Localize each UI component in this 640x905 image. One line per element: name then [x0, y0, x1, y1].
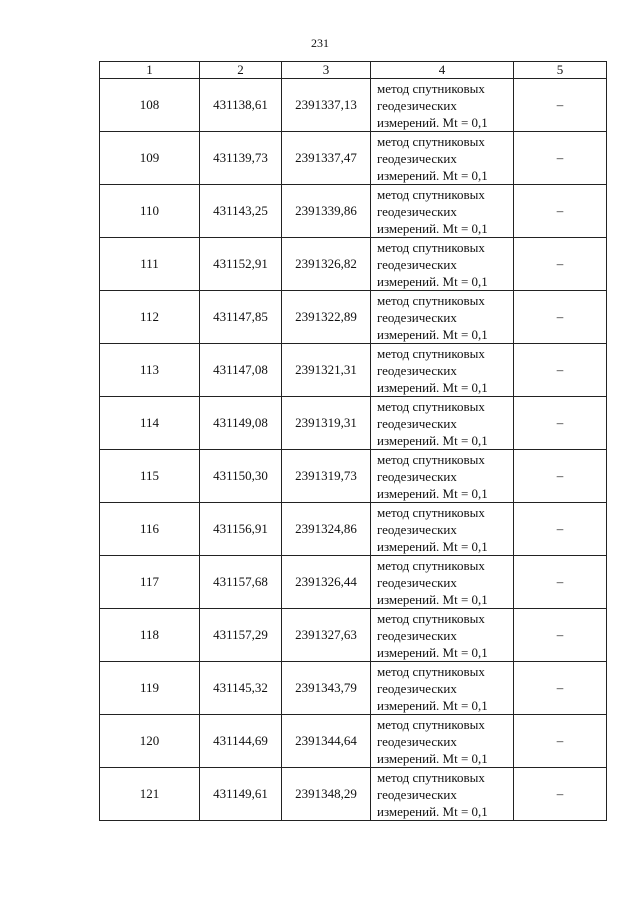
method-line: геодезических [377, 97, 457, 113]
point-number-cell: 108 [100, 79, 200, 132]
method-line: измерений. Mt = 0,1 [377, 220, 488, 236]
method-line: метод спутниковых [377, 80, 485, 96]
method-line: метод спутниковых [377, 186, 485, 202]
point-number-cell: 111 [100, 238, 200, 291]
method-cell [371, 556, 514, 609]
y-coordinate-cell: 2391344,64 [282, 715, 371, 768]
coordinates-table [99, 61, 607, 821]
y-coordinate-cell: 2391348,29 [282, 768, 371, 821]
point-number-cell: 121 [100, 768, 200, 821]
method-line: метод спутниковых [377, 451, 485, 467]
point-number-cell: 119 [100, 662, 200, 715]
column-header-5: 5 [514, 62, 607, 79]
note-cell: – [514, 397, 607, 450]
note-cell: – [514, 768, 607, 821]
y-coordinate-cell: 2391322,89 [282, 291, 371, 344]
x-coordinate-cell: 431157,68 [200, 556, 282, 609]
table-row [100, 662, 607, 715]
note-cell: – [514, 662, 607, 715]
method-line: измерений. Mt = 0,1 [377, 803, 488, 819]
note-cell: – [514, 556, 607, 609]
method-line: метод спутниковых [377, 239, 485, 255]
y-coordinate-cell: 2391327,63 [282, 609, 371, 662]
method-line: измерений. Mt = 0,1 [377, 591, 488, 607]
method-line: геодезических [377, 309, 457, 325]
method-cell [371, 609, 514, 662]
method-line: метод спутниковых [377, 292, 485, 308]
x-coordinate-cell: 431149,08 [200, 397, 282, 450]
method-line: геодезических [377, 574, 457, 590]
point-number-cell: 118 [100, 609, 200, 662]
x-coordinate-cell: 431157,29 [200, 609, 282, 662]
note-cell: – [514, 291, 607, 344]
note-cell: – [514, 609, 607, 662]
method-line: геодезических [377, 733, 457, 749]
column-header-1: 1 [100, 62, 200, 79]
method-line: измерений. Mt = 0,1 [377, 485, 488, 501]
method-line: метод спутниковых [377, 345, 485, 361]
note-cell: – [514, 79, 607, 132]
point-number-cell: 115 [100, 450, 200, 503]
point-number-cell: 113 [100, 344, 200, 397]
method-cell [371, 132, 514, 185]
column-header-3: 3 [282, 62, 371, 79]
method-line: геодезических [377, 203, 457, 219]
x-coordinate-cell: 431147,08 [200, 344, 282, 397]
method-cell [371, 715, 514, 768]
note-cell: – [514, 185, 607, 238]
table-row [100, 450, 607, 503]
method-line: измерений. Mt = 0,1 [377, 114, 488, 130]
column-header-4: 4 [371, 62, 514, 79]
table-header-row [100, 62, 607, 79]
method-line: метод спутниковых [377, 769, 485, 785]
method-line: метод спутниковых [377, 716, 485, 732]
table-row [100, 344, 607, 397]
method-line: метод спутниковых [377, 398, 485, 414]
x-coordinate-cell: 431149,61 [200, 768, 282, 821]
table-row [100, 397, 607, 450]
method-line: метод спутниковых [377, 557, 485, 573]
method-cell [371, 344, 514, 397]
table-row [100, 609, 607, 662]
y-coordinate-cell: 2391337,47 [282, 132, 371, 185]
x-coordinate-cell: 431145,32 [200, 662, 282, 715]
point-number-cell: 116 [100, 503, 200, 556]
y-coordinate-cell: 2391324,86 [282, 503, 371, 556]
x-coordinate-cell: 431156,91 [200, 503, 282, 556]
method-line: метод спутниковых [377, 610, 485, 626]
point-number-cell: 109 [100, 132, 200, 185]
method-line: геодезических [377, 680, 457, 696]
point-number-cell: 110 [100, 185, 200, 238]
y-coordinate-cell: 2391337,13 [282, 79, 371, 132]
x-coordinate-cell: 431143,25 [200, 185, 282, 238]
table-row [100, 556, 607, 609]
y-coordinate-cell: 2391319,73 [282, 450, 371, 503]
method-line: измерений. Mt = 0,1 [377, 432, 488, 448]
y-coordinate-cell: 2391321,31 [282, 344, 371, 397]
method-line: геодезических [377, 786, 457, 802]
table-row [100, 79, 607, 132]
note-cell: – [514, 132, 607, 185]
table-row [100, 768, 607, 821]
x-coordinate-cell: 431144,69 [200, 715, 282, 768]
table-row [100, 132, 607, 185]
point-number-cell: 114 [100, 397, 200, 450]
table-row [100, 291, 607, 344]
x-coordinate-cell: 431147,85 [200, 291, 282, 344]
method-line: измерений. Mt = 0,1 [377, 379, 488, 395]
method-line: измерений. Mt = 0,1 [377, 167, 488, 183]
method-cell [371, 185, 514, 238]
x-coordinate-cell: 431150,30 [200, 450, 282, 503]
method-cell [371, 450, 514, 503]
table-row [100, 503, 607, 556]
method-cell [371, 238, 514, 291]
method-line: геодезических [377, 627, 457, 643]
method-cell [371, 662, 514, 715]
method-line: измерений. Mt = 0,1 [377, 644, 488, 660]
page-number: 231 [311, 36, 329, 50]
table-row [100, 185, 607, 238]
x-coordinate-cell: 431139,73 [200, 132, 282, 185]
column-header-2: 2 [200, 62, 282, 79]
method-line: геодезических [377, 256, 457, 272]
method-line: измерений. Mt = 0,1 [377, 326, 488, 342]
method-cell [371, 79, 514, 132]
method-line: геодезических [377, 415, 457, 431]
method-cell [371, 291, 514, 344]
note-cell: – [514, 344, 607, 397]
method-line: геодезических [377, 362, 457, 378]
y-coordinate-cell: 2391339,86 [282, 185, 371, 238]
point-number-cell: 117 [100, 556, 200, 609]
table-body [100, 79, 607, 821]
method-line: измерений. Mt = 0,1 [377, 697, 488, 713]
method-line: геодезических [377, 150, 457, 166]
method-cell [371, 768, 514, 821]
method-line: измерений. Mt = 0,1 [377, 273, 488, 289]
point-number-cell: 112 [100, 291, 200, 344]
method-line: геодезических [377, 468, 457, 484]
note-cell: – [514, 450, 607, 503]
y-coordinate-cell: 2391319,31 [282, 397, 371, 450]
method-cell [371, 397, 514, 450]
method-line: метод спутниковых [377, 504, 485, 520]
point-number-cell: 120 [100, 715, 200, 768]
method-line: метод спутниковых [377, 133, 485, 149]
y-coordinate-cell: 2391343,79 [282, 662, 371, 715]
table-row [100, 715, 607, 768]
method-line: измерений. Mt = 0,1 [377, 750, 488, 766]
x-coordinate-cell: 431138,61 [200, 79, 282, 132]
note-cell: – [514, 715, 607, 768]
table-row [100, 238, 607, 291]
method-cell [371, 503, 514, 556]
note-cell: – [514, 503, 607, 556]
method-line: измерений. Mt = 0,1 [377, 538, 488, 554]
y-coordinate-cell: 2391326,82 [282, 238, 371, 291]
method-line: геодезических [377, 521, 457, 537]
method-line: метод спутниковых [377, 663, 485, 679]
x-coordinate-cell: 431152,91 [200, 238, 282, 291]
note-cell: – [514, 238, 607, 291]
y-coordinate-cell: 2391326,44 [282, 556, 371, 609]
